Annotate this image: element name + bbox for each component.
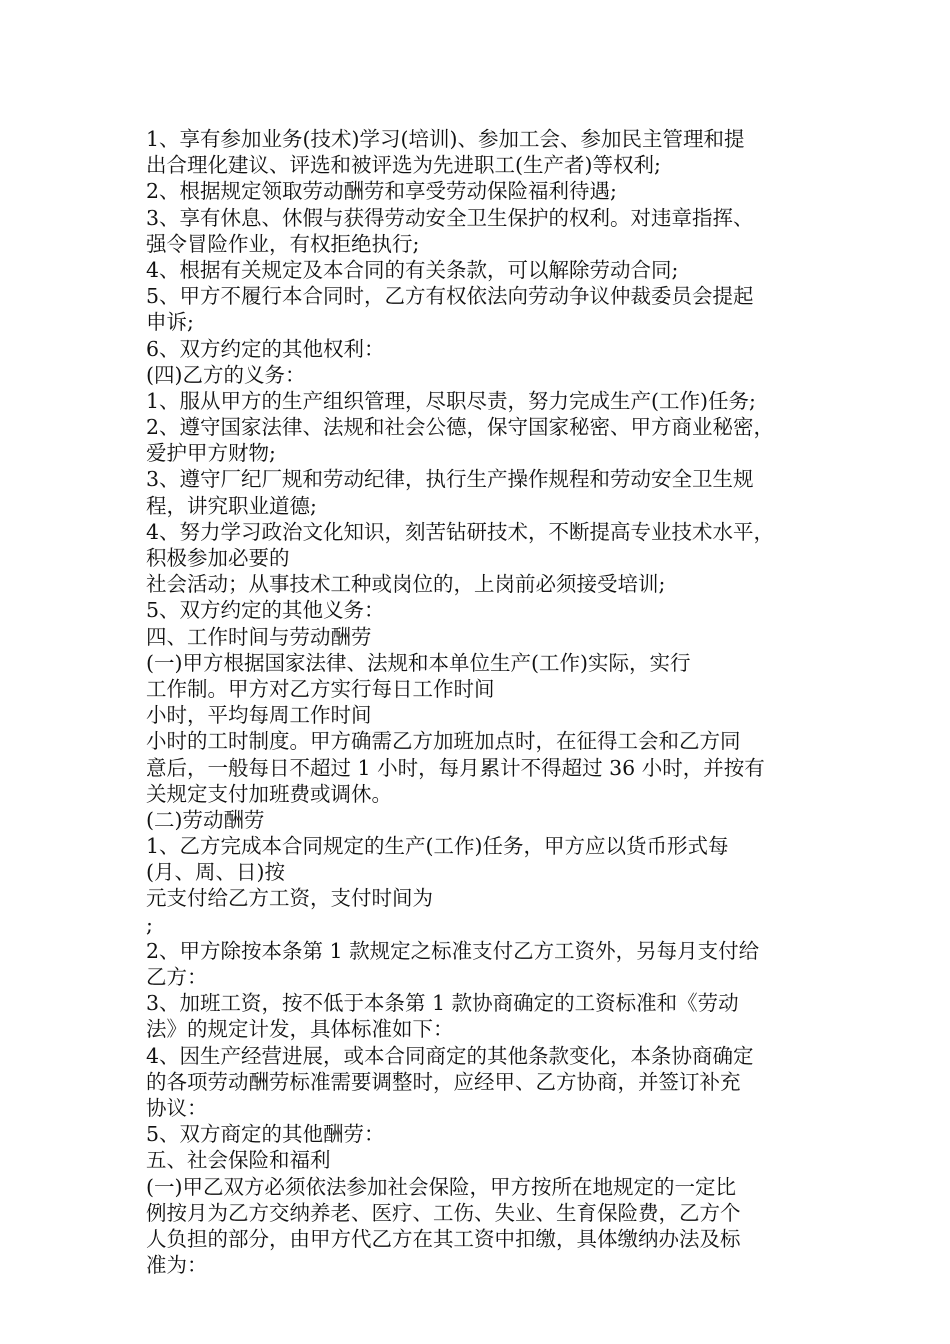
text-line: 2、根据规定领取劳动酬劳和享受劳动保险福利待遇; [146, 179, 617, 204]
text-line: 意后，一般每日不超过 1 小时，每月累计不得超过 36 小时，并按有 [146, 755, 765, 780]
text-line: 积极参加必要的 [146, 546, 290, 570]
text-line: 工作制。甲方对乙方实行每日工作时间 [146, 676, 495, 701]
text-line: 2、甲方除按本条第 1 款规定之标准支付乙方工资外，另每月支付给 [146, 938, 760, 963]
text-line: 人负担的部分，由甲方代乙方在其工资中扣缴，具体缴纳办法及标 [146, 1226, 741, 1251]
text-line: 元支付给乙方工资，支付时间为 [146, 886, 433, 911]
text-line: 3、享有休息、休假与获得劳动安全卫生保护的权利。对违章指挥、 [146, 205, 754, 230]
text-line: 出合理化建议、评选和被评选为先进职工(生产者)等权利; [146, 153, 661, 178]
text-line: (一)甲方根据国家法律、法规和本单位生产(工作)实际，实行 [146, 650, 691, 675]
text-line: 1、享有参加业务(技术)学习(培训)、参加工会、参加民主管理和提 [146, 127, 745, 151]
text-line: 3、遵守厂纪厂规和劳动纪律，执行生产操作规程和劳动安全卫生规 [146, 467, 754, 492]
text-line: 4、根据有关规定及本合同的有关条款，可以解除劳动合同; [146, 257, 679, 282]
text-line: 2、遵守国家法律、法规和社会公德，保守国家秘密、甲方商业秘密， [146, 415, 775, 440]
text-line: 乙方： [146, 965, 208, 989]
document-body [146, 126, 836, 1278]
text-line: 5、双方约定的其他义务： [146, 598, 385, 623]
text-line: 1、乙方完成本合同规定的生产(工作)任务，甲方应以货币形式每 [146, 834, 729, 859]
text-line: 5、双方商定的其他酬劳： [146, 1122, 385, 1147]
text-line: 4、因生产经营进展，或本合同商定的其他条款变化，本条协商确定 [146, 1043, 754, 1068]
text-line: 4、努力学习政治文化知识，刻苦钻研技术，不断提高专业技术水平， [146, 519, 775, 544]
section-heading: (四)乙方的义务： [146, 362, 306, 387]
text-line: 法》的规定计发，具体标准如下： [146, 1017, 454, 1042]
text-line: 小时的工时制度。甲方确需乙方加班加点时，在征得工会和乙方同 [146, 729, 741, 754]
section-heading: 四、工作时间与劳动酬劳 [146, 624, 372, 649]
text-line: 社会活动；从事技术工种或岗位的，上岗前必须接受培训; [146, 572, 666, 597]
text-line: 准为： [146, 1253, 208, 1278]
text-line: 程，讲究职业道德; [146, 493, 317, 518]
text-line: 1、服从甲方的生产组织管理，尽职尽责，努力完成生产(工作)任务; [146, 388, 756, 413]
text-line: 申诉; [146, 310, 194, 335]
text-line: (月、周、日)按 [146, 860, 285, 885]
text-line: 5、甲方不履行本合同时，乙方有权依法向劳动争议仲裁委员会提起 [146, 284, 754, 309]
text-line: 强令冒险作业，有权拒绝执行; [146, 231, 420, 256]
text-line: ; [146, 912, 153, 937]
text-line: 关规定支付加班费或调休。 [146, 781, 392, 806]
text-line: (一)甲乙双方必须依法参加社会保险，甲方按所在地规定的一定比 [146, 1174, 736, 1199]
text-line: 6、双方约定的其他权利： [146, 336, 385, 361]
text-line: 例按月为乙方交纳养老、医疗、工伤、失业、生育保险费，乙方个 [146, 1200, 741, 1225]
text-line: 的各项劳动酬劳标准需要调整时，应经甲、乙方协商，并签订补充 [146, 1069, 741, 1094]
text-line: 小时，平均每周工作时间 [146, 703, 372, 728]
section-heading: (二)劳动酬劳 [146, 807, 265, 832]
text-line: 3、加班工资，按不低于本条第 1 款协商确定的工资标准和《劳动 [146, 991, 739, 1016]
section-heading: 五、社会保险和福利 [146, 1148, 331, 1173]
text-line: 协议： [146, 1095, 208, 1120]
text-line: 爱护甲方财物; [146, 441, 276, 466]
